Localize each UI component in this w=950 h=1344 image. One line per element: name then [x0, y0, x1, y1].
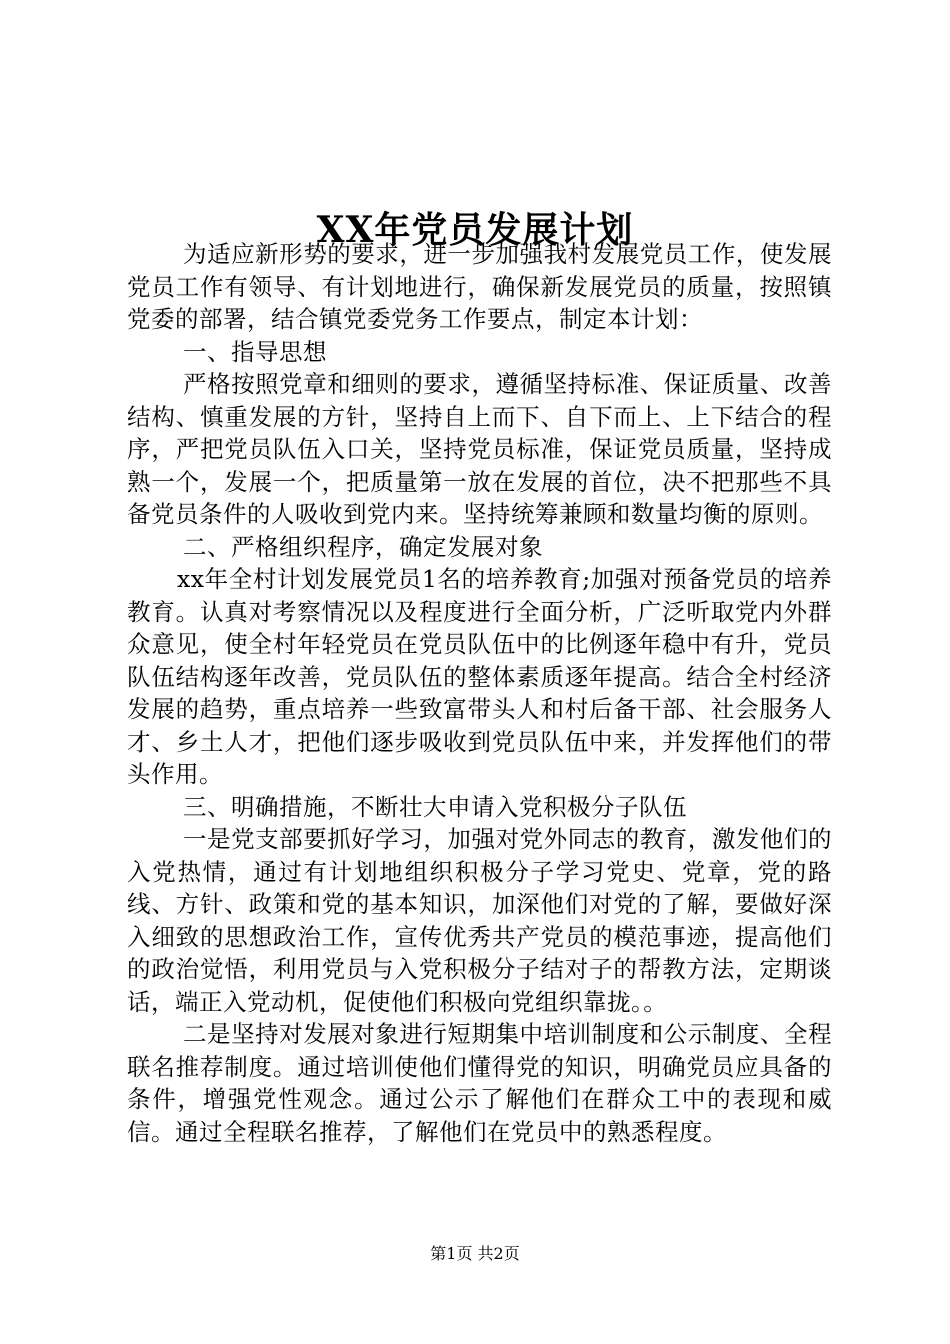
- section-heading-procedure: 二、严格组织程序，确定发展对象: [183, 532, 543, 561]
- measures-paragraph-two: 二是坚持对发展对象进行短期集中培训制度和公示制度、全程联名推荐制度。通过培训使他们懂得党的知识，明确党员应具备的条件，增强党性观念。通过公示了解他们在群众工中的表现和威信。通过全程联名推荐，了解他们在党员中的熟悉程度。: [127, 1020, 832, 1146]
- intro-paragraph: 为适应新形势的要求，进一步加强我村发展党员工作，使发展党员工作有领导、有计划地进行，确保新发展党员的质量，按照镇党委的部署，结合镇党委党务工作要点，制定本计划：: [127, 240, 832, 333]
- guiding-thought-paragraph: 严格按照党章和细则的要求，遵循坚持标准、保证质量、改善结构、慎重发展的方针，坚持自上而下、自下而上、上下结合的程序，严把党员队伍入口关，坚持党员标准，保证党员质量，坚持成熟一个，发展一个，把质量第一放在发展的首位，决不把那些不具备党员条件的人吸收到党内来。坚持统筹兼顾和数量均衡的原则。: [127, 370, 832, 528]
- section-heading-guiding-thought: 一、指导思想: [183, 337, 327, 366]
- document-title: XX年党员发展计划: [316, 209, 634, 252]
- section-heading-measures: 三、明确措施，不断壮大申请入党积极分子队伍: [183, 792, 687, 821]
- page-footer: 第1页 共2页: [430, 1244, 520, 1263]
- procedure-paragraph: xx年全村计划发展党员1名的培养教育;加强对预备党员的培养教育。认真对考察情况以及程度进行全面分析，广泛听取党内外群众意见，使全村年轻党员在党员队伍中的比例逐年稳中有升，党员队伍结构逐年改善，党员队伍的整体素质逐年提高。结合全村经济发展的趋势，重点培养一些致富带头人和村后备干部、社会服务人才、乡土人才，把他们逐步吸收到党员队伍中来，并发挥他们的带头作用。: [127, 565, 832, 788]
- document-body: [127, 238, 832, 1148]
- measures-paragraph-one: 一是党支部要抓好学习，加强对党外同志的教育，激发他们的入党热情，通过有计划地组织积极分子学习党史、党章，党的路线、方针、政策和党的基本知识，加深他们对党的了解，要做好深入细致的思想政治工作，宣传优秀共产党员的模范事迹，提高他们的政治觉悟，利用党员与入党积极分子结对子的帮教方法，定期谈话，端正入党动机，促使他们积极向党组织靠拢。。: [127, 825, 832, 1016]
